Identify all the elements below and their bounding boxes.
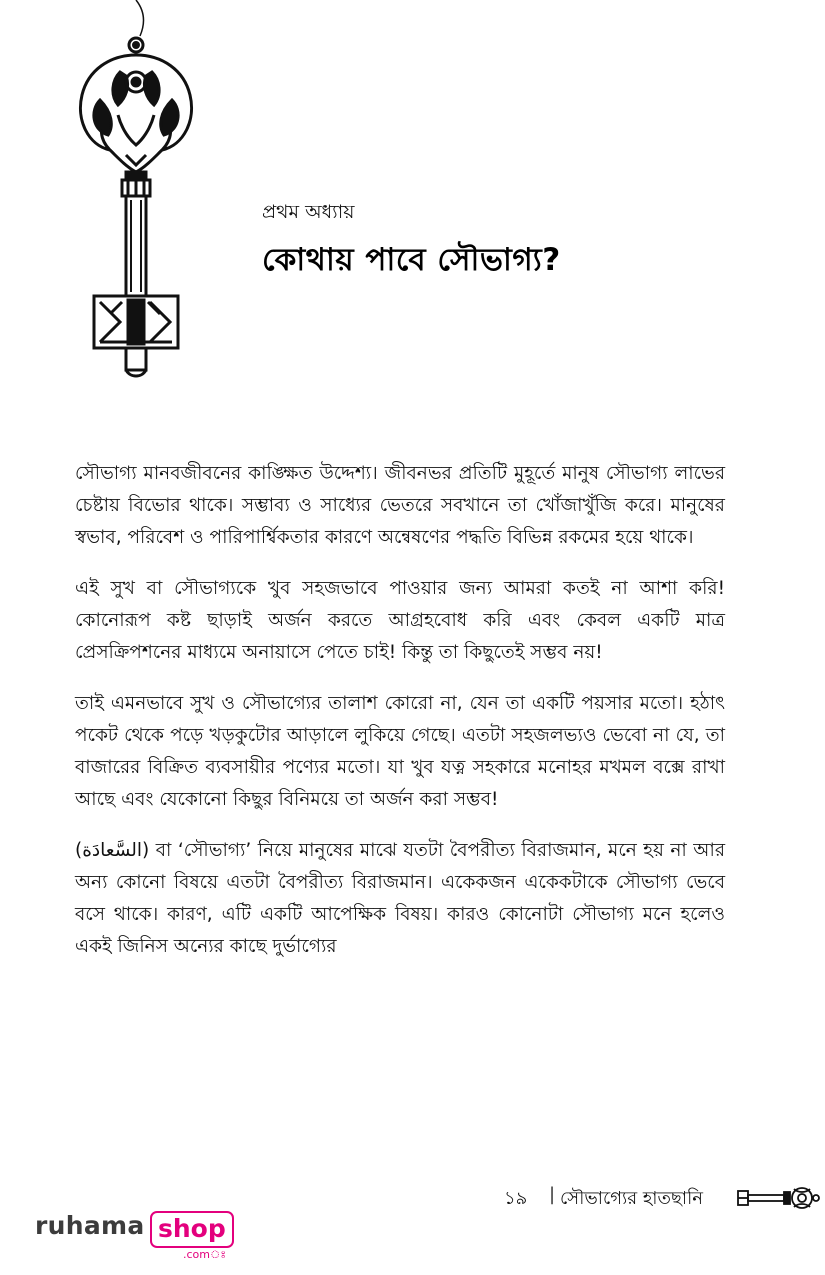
paragraph: (السَّعادَة) বা ‘সৌভাগ্য’ নিয়ে মানুষের মাঝে যতটা বৈপরীত্য বিরাজমান, মনে হয় না আর অন্য কোনো বিষয়ে এতটা বৈপরীত্য বিরাজমান। একেকজন একেকটাকে সৌভাগ্য ভেবে বসে থাকে। কারণ, এটি একটি আপেক্ষিক বিষয়। কারও কোনোটা সৌভাগ্য মনে হলেও একই জিনিস অন্যের কাছে দুর্ভাগ্যের bbox=[75, 840, 725, 957]
paragraph: এই সুখ বা সৌভাগ্যকে খুব সহজভাবে পাওয়ার জন্য আমরা কতই না আশা করি! কোনোরূপ কষ্ট ছাড়াই অর্জন করতে আগ্রহবোধ করি এবং কেবল একটি মাত্র প্রেসক্রিপশনের মাধ্যমে অনায়াসে পেতে চাই! কিন্তু তা কিছুতেই সম্ভব নয়! bbox=[75, 578, 725, 663]
chapter-title: কোথায় পাবে সৌভাগ্য? bbox=[262, 242, 561, 278]
ornate-key-icon bbox=[70, 0, 210, 380]
page-number: ১৯ bbox=[504, 1188, 528, 1209]
paragraph: সৌভাগ্য মানবজীবনের কাঙ্ক্ষিত উদ্দেশ্য। জীবনভর প্রতিটি মুহূর্তে মানুষ সৌভাগ্য লাভের চেষ্টায় বিভোর থাকে। সম্ভাব্য ও সাধ্যের ভেতরে সবখানে তা খোঁজাখুঁজি করে। মানুষের স্বভাব, পরিবেশ ও পারিপার্শ্বিকতার কারণে অন্বেষণের পদ্ধতি বিভিন্ন রকমের হয়ে থাকে। bbox=[75, 463, 725, 548]
watermark-domain: .comঃ bbox=[183, 1248, 227, 1261]
small-key-icon bbox=[736, 1183, 820, 1213]
chapter-label: প্রথম অধ্যায় bbox=[262, 201, 355, 223]
paragraph: তাই এমনভাবে সুখ ও সৌভাগ্যের তালাশ কোরো না, যেন তা একটি পয়সার মতো। হঠাৎ পকেট থেকে পড়ে খড়কুটোর আড়ালে লুকিয়ে গেছে। এতটা সহজলভ্যও ভেবো না যে, তা বাজারের বিক্রিত ব্যবসায়ীর পণ্যের মতো। যা খুব যত্ন সহকারে মনোহর মখমল বক্সে রাখা আছে এবং যেকোনো কিছুর বিনিময়ে তা অর্জন করা সম্ভব! bbox=[75, 693, 725, 810]
body-text bbox=[75, 458, 725, 982]
running-head: সৌভাগ্যের হাতছানি bbox=[560, 1188, 704, 1209]
watermark-badge: shop bbox=[150, 1211, 234, 1248]
footer-separator: | bbox=[549, 1184, 556, 1205]
watermark-brand: ruhama bbox=[35, 1211, 145, 1240]
